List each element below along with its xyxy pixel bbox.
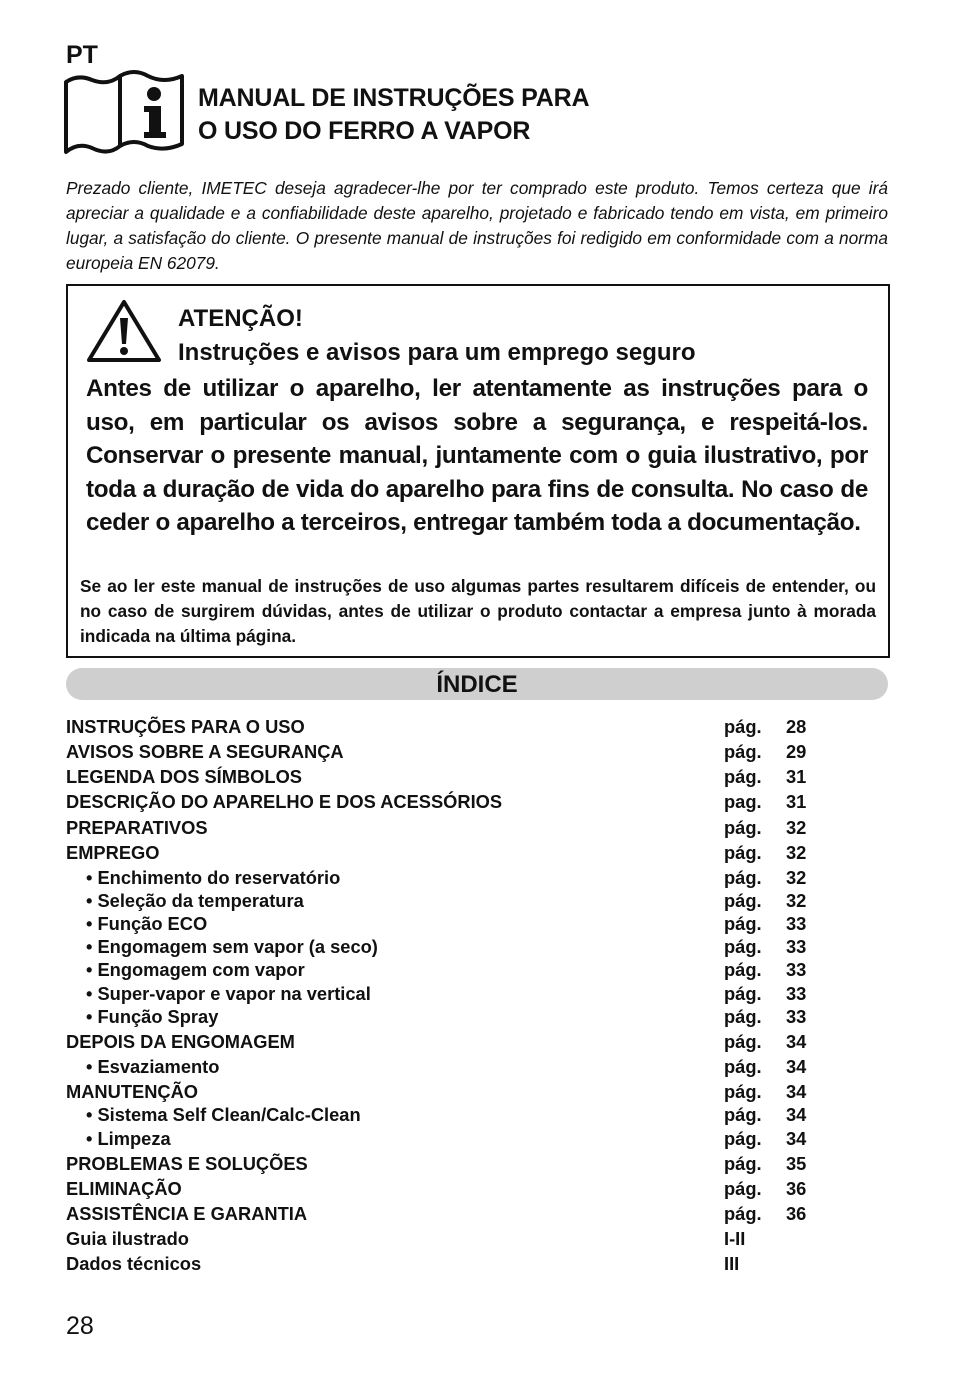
warning-triangle-icon bbox=[86, 298, 162, 364]
toc-entry bbox=[66, 841, 888, 865]
toc-entry-page-prefix: pág. bbox=[724, 1081, 762, 1102]
toc-entry bbox=[66, 889, 888, 913]
toc-entry bbox=[66, 816, 888, 840]
toc-entry-page-number: 31 bbox=[786, 766, 807, 787]
toc-entry bbox=[66, 1080, 888, 1104]
toc-entry-page-prefix: III bbox=[724, 1253, 740, 1274]
toc-entry-page-prefix: pág. bbox=[724, 1031, 762, 1052]
language-code: PT bbox=[66, 41, 98, 69]
title-line-1: MANUAL DE INSTRUÇÕES PARA bbox=[198, 84, 590, 112]
toc-entry-page-number: 33 bbox=[786, 1006, 807, 1027]
toc-entry-page-prefix: pág. bbox=[724, 959, 762, 980]
toc-entry-label: • Engomagem com vapor bbox=[86, 959, 305, 980]
toc-entry-page-number: 31 bbox=[786, 791, 807, 812]
toc-entry bbox=[66, 912, 888, 936]
warning-heading bbox=[178, 302, 696, 370]
toc-entry-label: Dados técnicos bbox=[66, 1253, 202, 1274]
toc-entry-page-prefix: pág. bbox=[724, 1006, 762, 1027]
toc-entry bbox=[66, 1030, 888, 1054]
toc-entry-page-number: 32 bbox=[786, 890, 807, 911]
toc-entry bbox=[66, 1152, 888, 1176]
toc-entry bbox=[66, 1202, 888, 1226]
toc-entry-label: LEGENDA DOS SÍMBOLOS bbox=[66, 766, 302, 787]
toc-entry-page-prefix: pág. bbox=[724, 741, 762, 762]
toc-entry-page-number: 32 bbox=[786, 842, 807, 863]
safety-warning-box bbox=[66, 284, 890, 658]
toc-entry bbox=[66, 935, 888, 959]
toc-entry bbox=[66, 790, 888, 814]
toc-entry-page-prefix: pág. bbox=[724, 817, 762, 838]
toc-entry-page-number: 35 bbox=[786, 1153, 807, 1174]
toc-entry bbox=[66, 1252, 888, 1276]
toc-entry-page-prefix: pág. bbox=[724, 1104, 762, 1125]
warning-body: Antes de utilizar o aparelho, ler atentamente as instruções para o uso, em particular os avisos sobre a segurança, e respeitá-los. Conservar o presente manual, juntamente com o guia ilustrativo, por toda a duração de vida do aparelho para fins de consulta. No caso de ceder o aparelho a terceiros, entregar também toda a documentação. bbox=[86, 375, 868, 537]
toc-entry-page-prefix: pág. bbox=[724, 842, 762, 863]
toc-entry bbox=[66, 1127, 888, 1151]
toc-entry-label: MANUTENÇÃO bbox=[66, 1081, 199, 1102]
toc-entry-page-number: 29 bbox=[786, 741, 807, 762]
toc-entry-page-prefix: I-II bbox=[724, 1228, 746, 1249]
toc-entry bbox=[66, 1103, 888, 1127]
toc-entry-page-prefix: pág. bbox=[724, 766, 762, 787]
toc-entry-page-number: 34 bbox=[786, 1031, 807, 1052]
title-line-2: O USO DO FERRO A VAPOR bbox=[198, 117, 531, 145]
toc-entry-label: PROBLEMAS E SOLUÇÕES bbox=[66, 1153, 308, 1174]
toc-entry-label: • Função ECO bbox=[86, 913, 208, 934]
toc-entry-page-prefix: pág. bbox=[724, 1128, 762, 1149]
toc-entry bbox=[66, 1005, 888, 1029]
toc-entry-label: DESCRIÇÃO DO APARELHO E DOS ACESSÓRIOS bbox=[66, 791, 503, 812]
toc-entry bbox=[66, 958, 888, 982]
toc-entry-page-number: 28 bbox=[786, 716, 807, 737]
toc-entry-page-number: 33 bbox=[786, 983, 807, 1004]
toc-entry-page-prefix: pág. bbox=[724, 983, 762, 1004]
toc-entry-label: ASSISTÊNCIA E GARANTIA bbox=[66, 1203, 308, 1224]
toc-entry bbox=[66, 740, 888, 764]
toc-entry-page-prefix: pág. bbox=[724, 913, 762, 934]
toc-entry-label: • Engomagem sem vapor (a seco) bbox=[86, 936, 378, 957]
toc-entry-label: • Seleção da temperatura bbox=[86, 890, 304, 911]
toc-entry-page-number: 36 bbox=[786, 1178, 807, 1199]
toc-entry-page-prefix: pág. bbox=[724, 1178, 762, 1199]
toc-entry bbox=[66, 866, 888, 890]
warning-subtitle: Instruções e avisos para um emprego seguro bbox=[178, 339, 696, 366]
toc-entry-label: ELIMINAÇÃO bbox=[66, 1178, 182, 1199]
toc-entry-label: • Sistema Self Clean/Calc-Clean bbox=[86, 1104, 361, 1125]
toc-entry-label: • Enchimento do reservatório bbox=[86, 867, 341, 888]
toc-entry-page-prefix: pag. bbox=[724, 791, 762, 812]
toc-entry-label: AVISOS SOBRE A SEGURANÇA bbox=[66, 741, 344, 762]
toc-entry-page-number: 33 bbox=[786, 936, 807, 957]
toc-entry-page-number: 34 bbox=[786, 1056, 807, 1077]
toc-entry-page-number: 36 bbox=[786, 1203, 807, 1224]
toc-entry-page-prefix: pág. bbox=[724, 890, 762, 911]
intro-paragraph: Prezado cliente, IMETEC deseja agradecer-lhe por ter comprado este produto. Temos certeza que irá apreciar a qualidade e a confiabilidade deste aparelho, projetado e fabricado tendo em vista, em primeiro lugar, a satisfação do cliente. O presente manual de instruções foi redigido em conformidade com a norma europeia EN 62079. bbox=[66, 178, 888, 273]
toc-entry-page-number: 33 bbox=[786, 959, 807, 980]
toc-entry-label: Guia ilustrado bbox=[66, 1228, 189, 1249]
toc-entry-page-number: 34 bbox=[786, 1081, 807, 1102]
toc-entry bbox=[66, 715, 888, 739]
manual-title bbox=[198, 82, 589, 148]
toc-entry-page-number: 34 bbox=[786, 1128, 807, 1149]
toc-entry-page-prefix: pág. bbox=[724, 867, 762, 888]
toc-entry bbox=[66, 1227, 888, 1251]
toc-entry-page-number: 32 bbox=[786, 817, 807, 838]
warning-title: ATENÇÃO! bbox=[178, 305, 303, 332]
toc-entry-label: DEPOIS DA ENGOMAGEM bbox=[66, 1031, 295, 1052]
toc-entry-page-number: 33 bbox=[786, 913, 807, 934]
page-number: 28 bbox=[66, 1312, 94, 1340]
toc-entry bbox=[66, 1177, 888, 1201]
toc-entry-page-number: 34 bbox=[786, 1104, 807, 1125]
toc-entry-label: • Função Spray bbox=[86, 1006, 219, 1027]
warning-note: Se ao ler este manual de instruções de uso algumas partes resultarem difíceis de entender, ou no caso de surgirem dúvidas, antes de utilizar o produto contactar a empresa junto à morada indicada na última página. bbox=[80, 576, 876, 646]
toc-entry bbox=[66, 1055, 888, 1079]
toc-entry bbox=[66, 982, 888, 1006]
toc-entry-page-number: 32 bbox=[786, 867, 807, 888]
toc-entry-label: EMPREGO bbox=[66, 842, 160, 863]
index-heading: ÍNDICE bbox=[66, 668, 888, 700]
toc-entry-page-prefix: pág. bbox=[724, 1153, 762, 1174]
toc-entry-label: • Limpeza bbox=[86, 1128, 171, 1149]
toc-entry-label: • Esvaziamento bbox=[86, 1056, 220, 1077]
toc-entry-page-prefix: pág. bbox=[724, 1203, 762, 1224]
toc-entry-page-prefix: pág. bbox=[724, 1056, 762, 1077]
toc-entry-page-prefix: pág. bbox=[724, 716, 762, 737]
toc-entry-label: PREPARATIVOS bbox=[66, 817, 208, 838]
toc-entry-label: • Super-vapor e vapor na vertical bbox=[86, 983, 371, 1004]
info-manual-icon bbox=[62, 68, 186, 160]
toc-entry-page-prefix: pág. bbox=[724, 936, 762, 957]
toc-entry bbox=[66, 765, 888, 789]
toc-entry-label: INSTRUÇÕES PARA O USO bbox=[66, 716, 305, 737]
